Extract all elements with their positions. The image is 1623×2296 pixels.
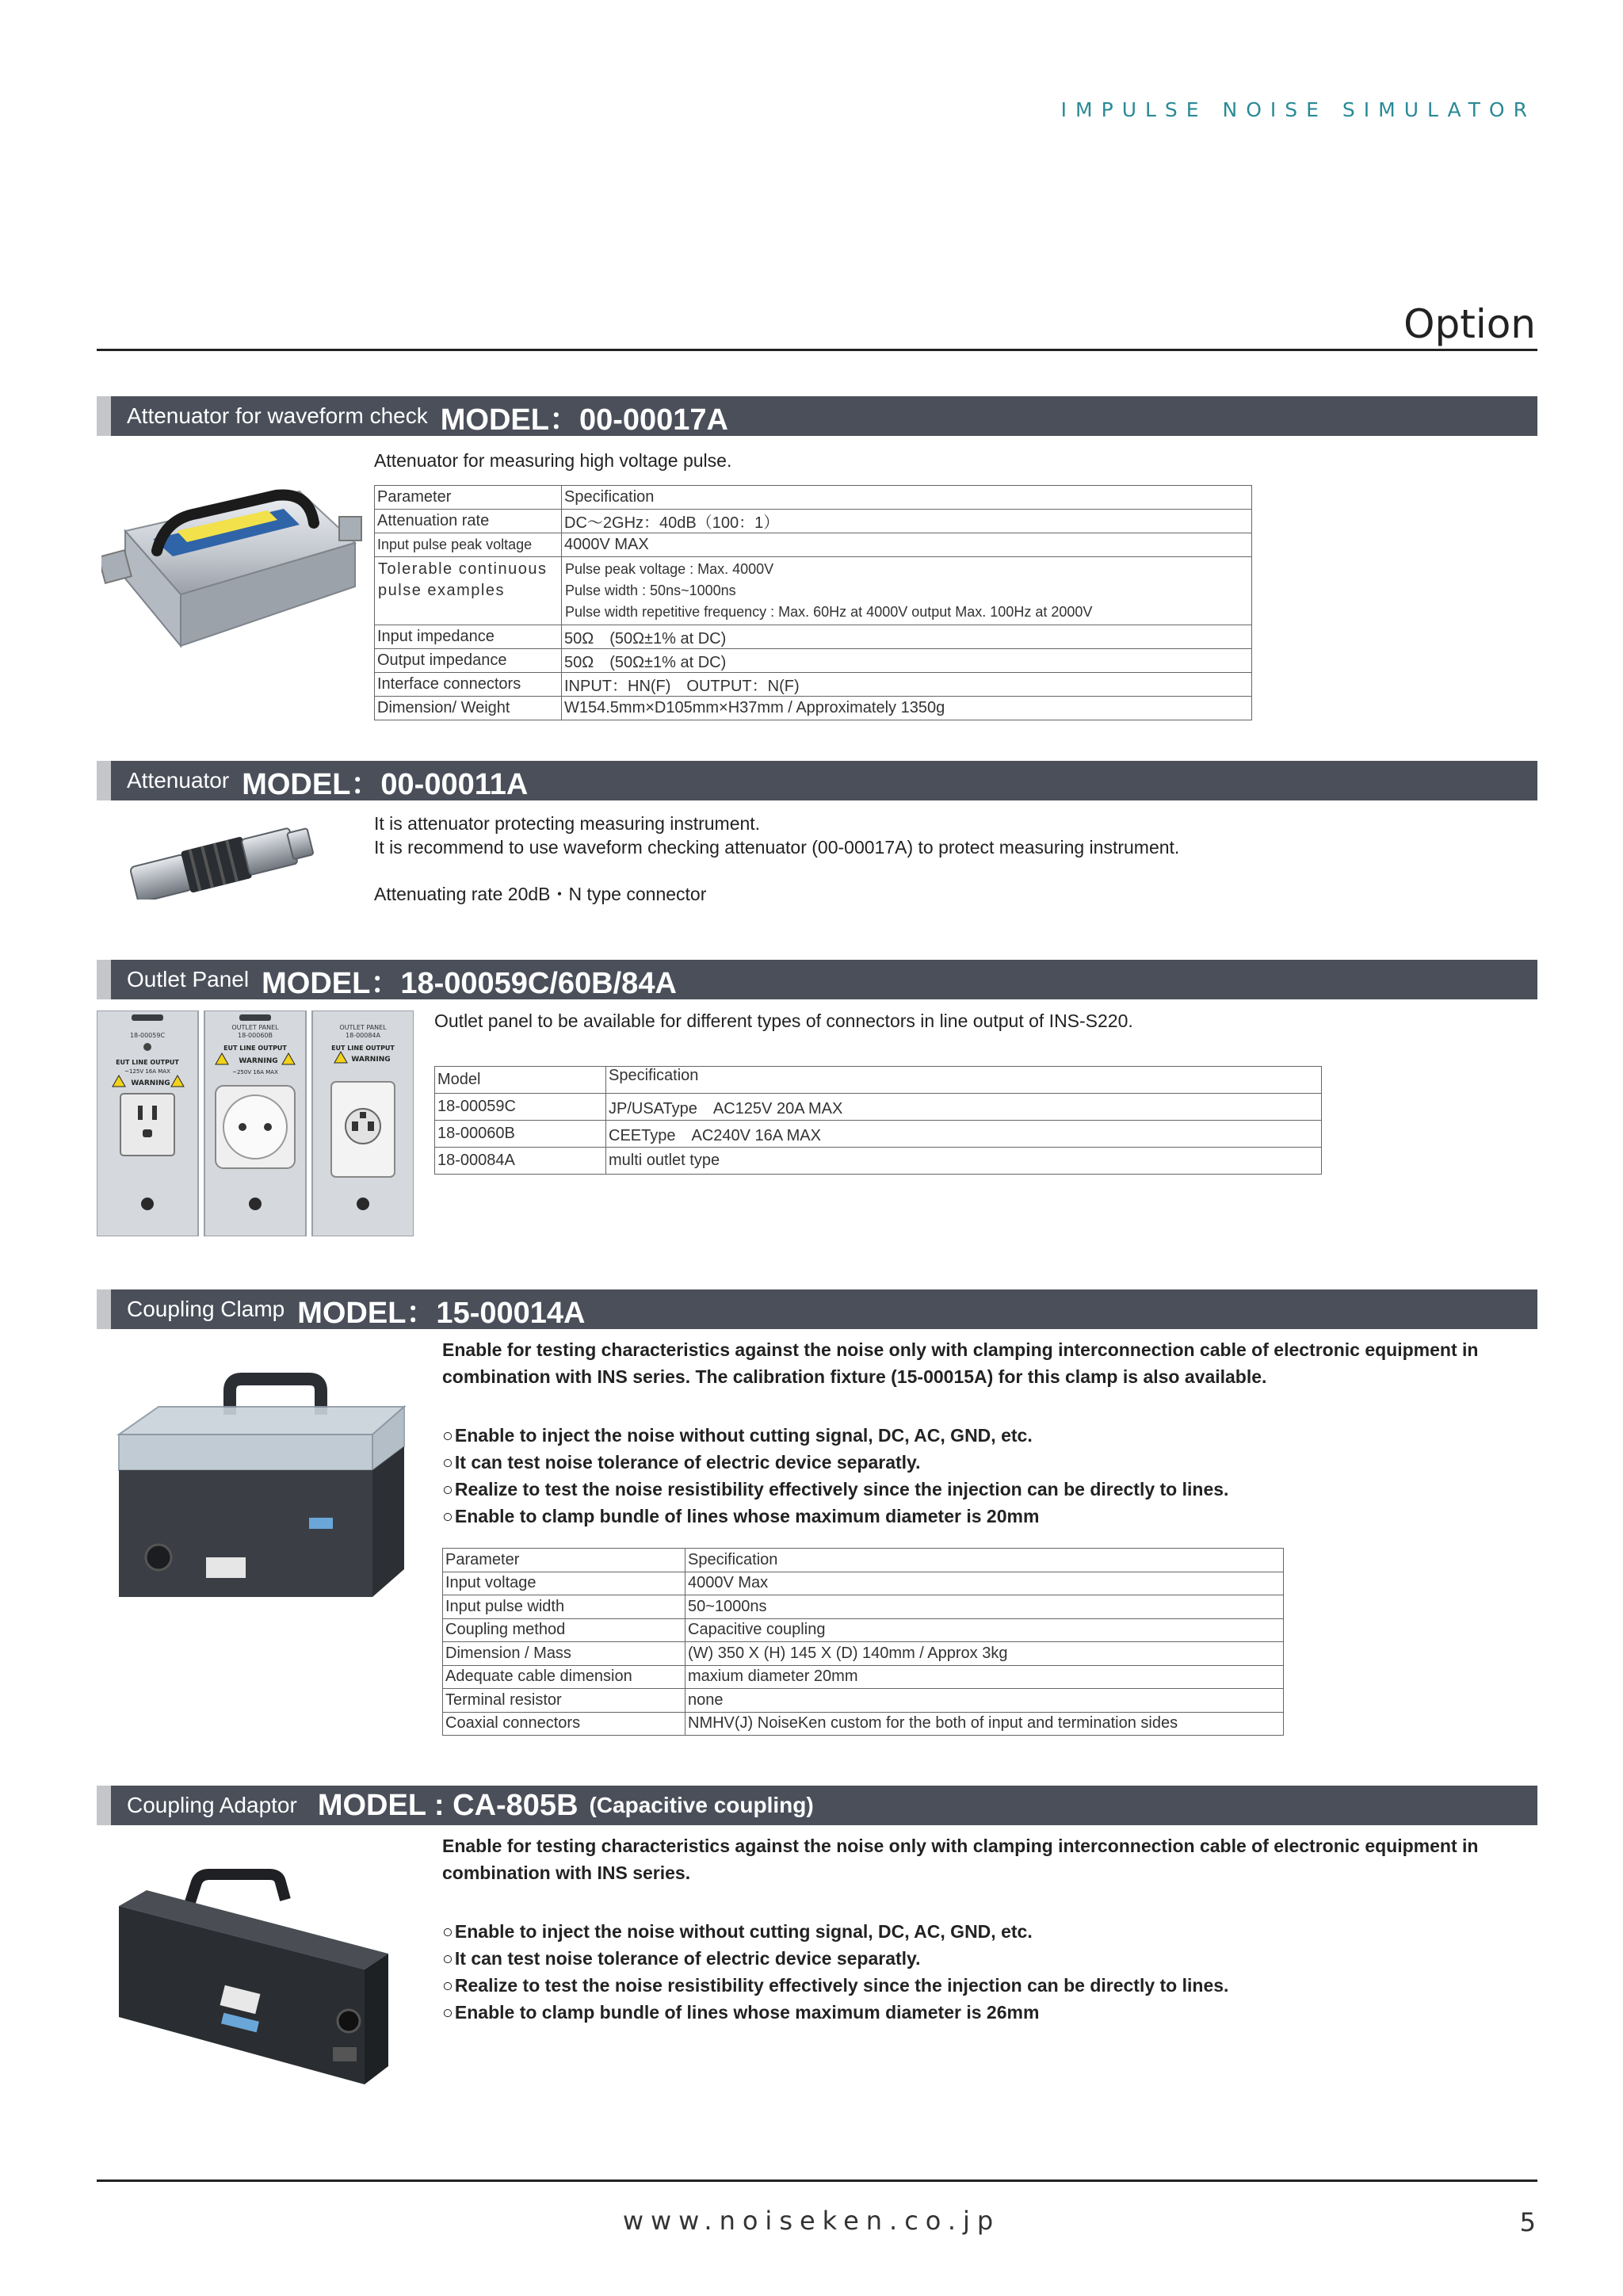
attenuator-description-line-2: It is recommend to use waveform checking attenuator (00-00017A) to protect measuring instrument. — [374, 837, 1180, 858]
list-item: ○ It can test noise tolerance of electric device separatly. — [442, 1449, 1228, 1476]
table-cell: multi outlet type — [606, 1148, 1322, 1175]
table-row — [443, 1689, 1284, 1713]
table-cell: none — [685, 1689, 1284, 1713]
panel-2-warning-label: WARNING — [239, 1057, 278, 1065]
table-cell: Input impedance — [375, 625, 562, 649]
panel-2-line-output-label: EUT LINE OUTPUT — [223, 1045, 287, 1052]
table-row — [375, 510, 1252, 533]
attenuator-waveform-photo — [101, 476, 363, 658]
coupling-adaptor-features — [442, 1918, 1228, 2026]
section-name: Coupling Clamp — [127, 1297, 285, 1321]
panel-3-line-output-label: EUT LINE OUTPUT — [331, 1045, 395, 1052]
coupling-clamp-description — [442, 1336, 1552, 1390]
panel-1-warning-label: WARNING — [131, 1079, 170, 1087]
description-line: combination with INS series. — [442, 1862, 691, 1883]
table-row — [375, 557, 1252, 625]
table-cell: (W) 350 X (H) 145 X (D) 140mm / Approx 3kg — [685, 1642, 1284, 1666]
table-cell — [375, 557, 562, 625]
description-line: Enable for testing characteristics against the noise only with clamping interconnection cable of electronic equipment in — [442, 1836, 1479, 1856]
section-name: Attenuator for waveform check — [127, 403, 428, 428]
table-cell: 18-00084A — [435, 1148, 606, 1175]
table-row — [443, 1572, 1284, 1595]
attenuator-description-line-1: It is attenuator protecting measuring instrument. — [374, 813, 761, 834]
table-cell: maxium diameter 20mm — [685, 1665, 1284, 1689]
table-cell: Input pulse peak voltage — [375, 533, 562, 557]
table-row — [375, 673, 1252, 697]
table-cell-line: Tolerable continuous — [378, 560, 548, 578]
table-row — [375, 533, 1252, 557]
table-header-row — [435, 1067, 1322, 1094]
panel-1-rating-label: ~125V 16A MAX — [124, 1068, 170, 1075]
table-cell: 50~1000ns — [685, 1595, 1284, 1619]
outlet-panel-description: Outlet panel to be available for different types of connectors in line output of INS-S220. — [434, 1010, 1133, 1031]
table-cell-line: Pulse peak voltage : Max. 4000V — [565, 561, 774, 577]
footer-divider — [97, 2179, 1537, 2182]
table-cell: Input pulse width — [443, 1595, 685, 1619]
table-cell — [562, 557, 1252, 625]
list-item: ○ Realize to test the noise resistibility effectively since the injection can be directly to lines. — [442, 1972, 1228, 1999]
table-row — [435, 1121, 1322, 1148]
section-header-outlet-panel — [97, 960, 1537, 999]
table-cell: 4000V MAX — [562, 533, 1252, 557]
header-brand: IMPULSE NOISE SIMULATOR — [1060, 98, 1536, 121]
table-cell: W154.5mm×D105mm×H37mm / Approximately 1350g — [562, 697, 1252, 720]
table-cell: Capacitive coupling — [685, 1618, 1284, 1642]
table-cell: Interface connectors — [375, 673, 562, 697]
footer-url[interactable]: www.noiseken.co.jp — [622, 2206, 1001, 2236]
section-name: Coupling Adaptor — [127, 1793, 297, 1817]
table-cell: Attenuation rate — [375, 510, 562, 533]
table-row — [375, 697, 1252, 720]
section-accent — [97, 1289, 111, 1329]
section-name: Outlet Panel — [127, 967, 250, 991]
attenuator-photo — [127, 820, 325, 900]
section-accent — [97, 396, 111, 436]
section-model: MODEL：00-00017A — [440, 403, 728, 437]
section-name: Attenuator — [127, 768, 230, 793]
table-header-cell: Parameter — [443, 1549, 685, 1572]
list-item: ○ Realize to test the noise resistibility effectively since the injection can be directly to lines. — [442, 1476, 1228, 1503]
coupling-adaptor-description — [442, 1832, 1552, 1886]
section-accent — [97, 960, 111, 999]
page-number: 5 — [1519, 2207, 1536, 2237]
table-cell: Input voltage — [443, 1572, 685, 1595]
section-model: MODEL：15-00014A — [297, 1296, 586, 1330]
section-header-coupling-adaptor — [97, 1786, 1537, 1825]
panel-1-line-output-label: EUT LINE OUTPUT — [116, 1059, 179, 1066]
panel-2-outlet-label: OUTLET PANEL — [231, 1024, 279, 1031]
coupling-clamp-features — [442, 1422, 1228, 1530]
table-cell: Coupling method — [443, 1618, 685, 1642]
description-line: Enable for testing characteristics against the noise only with clamping interconnection cable of electronic equipment in — [442, 1339, 1479, 1360]
description-line: combination with INS series. The calibration fixture (15-00015A) for this clamp is also available. — [442, 1366, 1267, 1387]
section-model-subtitle: (Capacitive coupling) — [589, 1793, 814, 1817]
table-header-cell: Specification — [562, 486, 1252, 510]
table-cell: Dimension/ Weight — [375, 697, 562, 720]
table-cell: 50Ω (50Ω±1% at DC) — [562, 625, 1252, 649]
table-cell: 4000V Max — [685, 1572, 1284, 1595]
table-row — [435, 1148, 1322, 1175]
section-accent — [97, 761, 111, 800]
outlet-panel-multi — [312, 1010, 414, 1236]
list-item: ○ It can test noise tolerance of electric device separatly. — [442, 1945, 1228, 1972]
table-cell: 18-00060B — [435, 1121, 606, 1148]
table-cell: CEEType AC240V 16A MAX — [606, 1121, 1322, 1148]
table-cell: INPUT：HN(F) OUTPUT：N(F) — [562, 673, 1252, 697]
table-row — [443, 1618, 1284, 1642]
section-model: MODEL：00-00011A — [242, 767, 529, 801]
table-cell-line: pulse examples — [378, 582, 505, 599]
table-header-row — [375, 486, 1252, 510]
table-header-cell: Parameter — [375, 486, 562, 510]
table-cell: Terminal resistor — [443, 1689, 685, 1713]
section-header-attenuator — [97, 761, 1537, 800]
table-cell: 50Ω (50Ω±1% at DC) — [562, 649, 1252, 673]
section-header-attenuator-waveform — [97, 396, 1537, 436]
table-cell-line: Pulse width : 50ns~1000ns — [565, 583, 736, 598]
panel-3-model-label: 18-00084A — [346, 1032, 380, 1039]
table-row — [443, 1595, 1284, 1619]
section-model: MODEL : CA-805B — [317, 1788, 579, 1822]
table-cell: 18-00059C — [435, 1094, 606, 1121]
panel-3-warning-label: WARNING — [351, 1056, 391, 1064]
table-cell: Adequate cable dimension — [443, 1665, 685, 1689]
table-header-cell: Specification — [685, 1549, 1284, 1572]
panel-2-rating-label: ~250V 16A MAX — [232, 1069, 278, 1075]
table-row — [375, 625, 1252, 649]
outlet-panel-jp-usa — [97, 1010, 198, 1236]
section-header-coupling-clamp — [97, 1289, 1537, 1329]
table-cell: Output impedance — [375, 649, 562, 673]
panel-2-model-label: 18-00060B — [237, 1032, 273, 1039]
table-row — [435, 1094, 1322, 1121]
list-item: ○ Enable to inject the noise without cutting signal, DC, AC, GND, etc. — [442, 1918, 1228, 1945]
attenuator-waveform-description: Attenuator for measuring high voltage pulse. — [374, 450, 732, 471]
table-cell: NMHV(J) NoiseKen custom for the both of input and termination sides — [685, 1712, 1284, 1736]
attenuator-description-line-3: Attenuating rate 20dB・N type connector — [374, 884, 707, 904]
table-row — [375, 649, 1252, 673]
panel-3-outlet-label: OUTLET PANEL — [339, 1024, 387, 1031]
table-cell: DC〜2GHz：40dB（100：1） — [562, 510, 1252, 533]
list-item: ○ Enable to clamp bundle of lines whose maximum diameter is 26mm — [442, 1999, 1228, 2026]
outlet-panels-photo — [97, 1010, 414, 1236]
table-cell: JP/USAType AC125V 20A MAX — [606, 1094, 1322, 1121]
table-row — [443, 1712, 1284, 1736]
section-model: MODEL：18-00059C/60B/84A — [262, 966, 677, 1000]
page-title: Option — [1403, 301, 1536, 347]
table-header-cell: Model — [435, 1067, 606, 1094]
outlet-panel-spec-table — [434, 1066, 1322, 1175]
coupling-adaptor-photo — [111, 1859, 396, 2088]
list-item: ○ Enable to clamp bundle of lines whose maximum diameter is 20mm — [442, 1503, 1228, 1530]
panel-1-model-label: 18-00059C — [129, 1032, 166, 1039]
attenuator-waveform-spec-table — [374, 485, 1252, 720]
coupling-clamp-photo — [111, 1359, 412, 1613]
table-row — [443, 1665, 1284, 1689]
section-accent — [97, 1786, 111, 1825]
title-divider — [97, 349, 1537, 351]
coupling-clamp-spec-table — [442, 1548, 1284, 1736]
table-header-cell: Specification — [606, 1067, 1322, 1094]
table-cell: Dimension / Mass — [443, 1642, 685, 1666]
table-header-row — [443, 1549, 1284, 1572]
list-item: ○ Enable to inject the noise without cutting signal, DC, AC, GND, etc. — [442, 1422, 1228, 1449]
table-cell-line: Pulse width repetitive frequency : Max. 60Hz at 4000V output Max. 100Hz at 2000V — [565, 604, 1093, 620]
table-cell: Coaxial connectors — [443, 1712, 685, 1736]
table-row — [443, 1642, 1284, 1666]
outlet-panel-cee — [204, 1010, 306, 1236]
